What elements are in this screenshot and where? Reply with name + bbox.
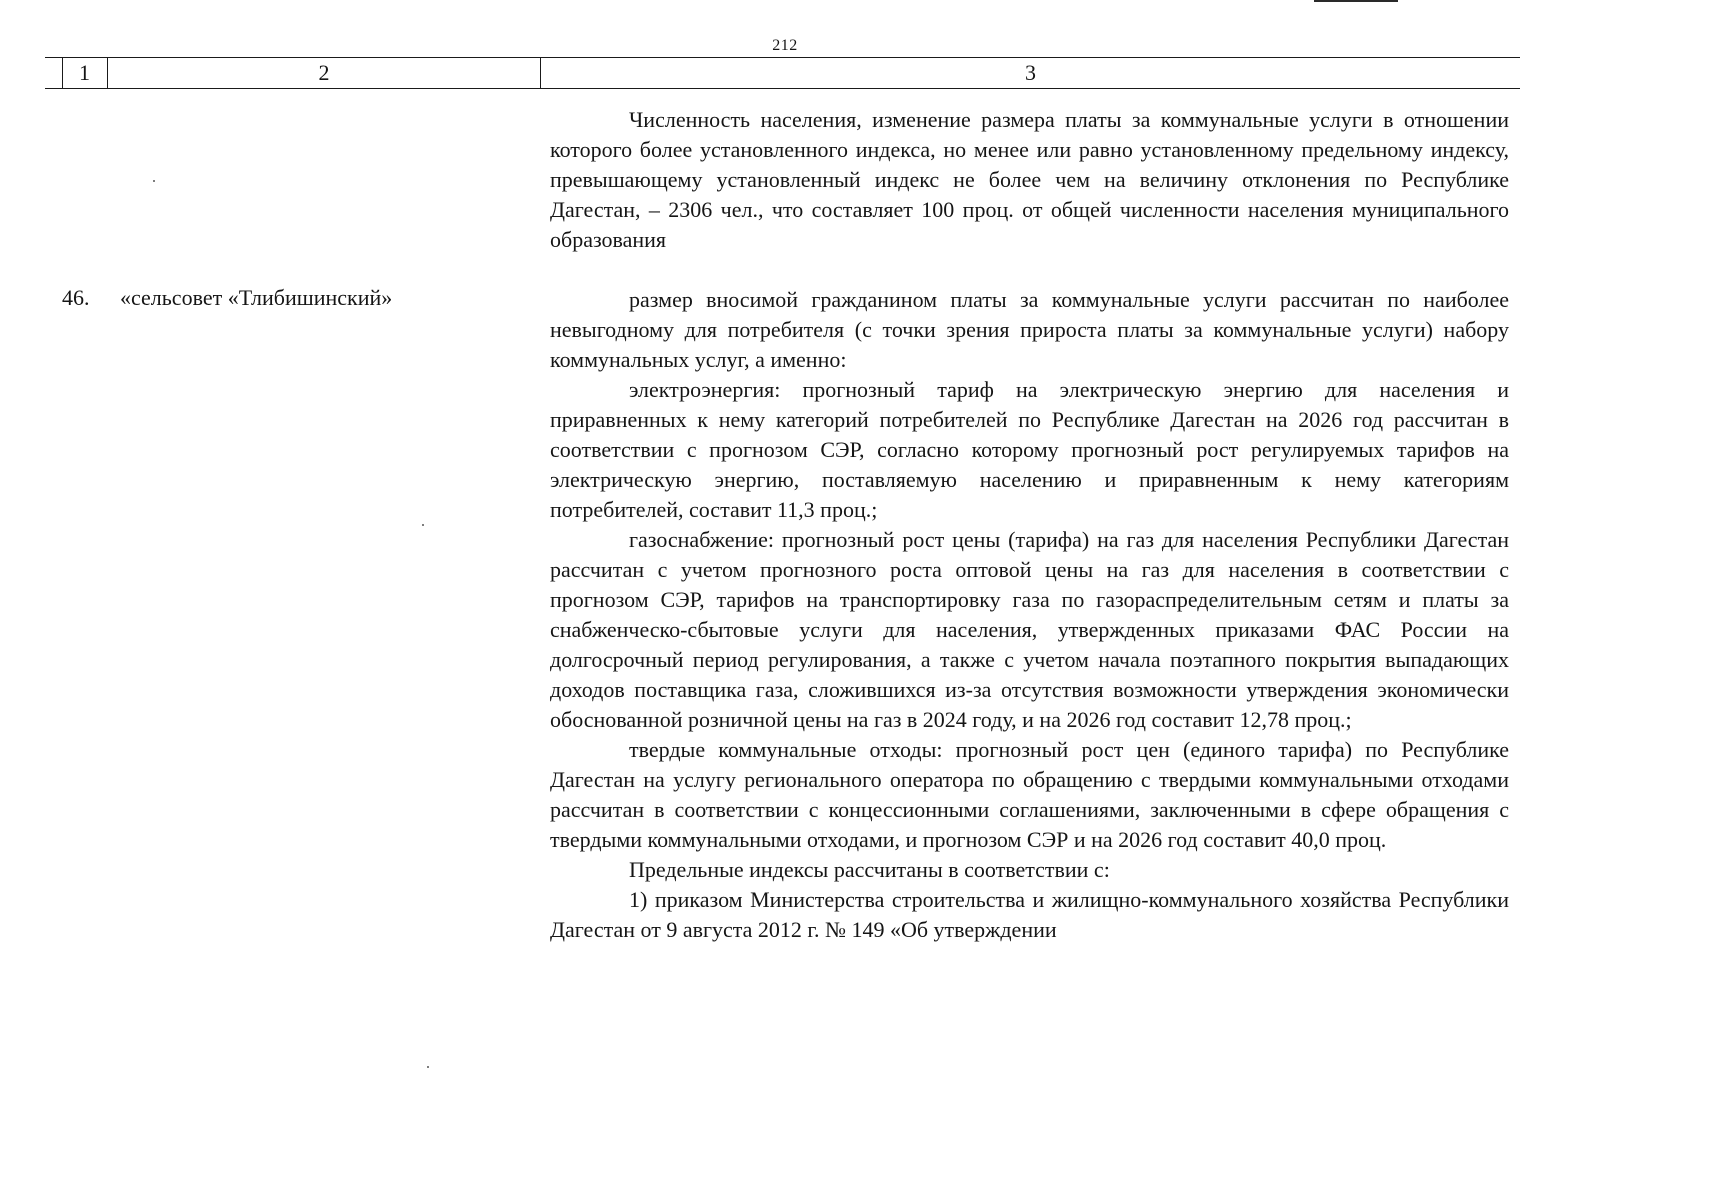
- electricity-paragraph: электроэнергия: прогнозный тариф на электрическую энергию для населения и приравненных к нему категорий потребителей по Республике Дагестан на 2026 год рассчитан в соответствии с прогнозом СЭР, согласно которому прогнозный рост регулируемых тарифов на электрическую энергию, поставляемую населению и приравненным к нему категориям потребителей, составит 11,3 проц.;: [550, 377, 1509, 522]
- corner-mark: [1314, 0, 1398, 2]
- payment-calculation-paragraph: размер вносимой гражданином платы за коммунальные услуги рассчитан по наиболее невыгодному для потребителя (с точки зрения прироста платы за коммунальные услуги) набору коммунальных услуг, а именно:: [550, 287, 1509, 372]
- order-reference-paragraph: 1) приказом Министерства строительства и жилищно-коммунального хозяйства Республики Дагестан от 9 августа 2012 г. № 149 «Об утверждении: [550, 887, 1509, 942]
- column-header-2: 2: [318, 60, 330, 85]
- column-header-3: 3: [1025, 60, 1036, 85]
- row-number: 46.: [62, 285, 90, 310]
- solid-waste-paragraph: твердые коммунальные отходы: прогнозный рост цен (единого тарифа) по Республике Дагестан на услугу регионального оператора по обращению с твердыми коммунальными отходами рассчитан в соответствии с концессионными соглашениями, заключенными в сфере обращения с твердыми коммунальными отходами, и прогнозом СЭР и на 2026 год составит 40,0 проц.: [550, 737, 1509, 852]
- population-block: [550, 105, 1509, 255]
- municipality-name: «сельсовет «Тлибишинский»: [120, 285, 393, 310]
- population-paragraph: Численность населения, изменение размера платы за коммунальные услуги в отношении которого более установленного индекса, но менее или равно установленному предельному индексу, превышающему установленный индекс не более чем на величину отклонения по Республике Дагестан, – 2306 чел., что составляет 100 проц. от общей численности населения муниципального образования: [550, 107, 1509, 252]
- page-number: 212: [772, 37, 798, 54]
- scan-speck: [427, 1066, 429, 1068]
- header-bottom-border: [45, 88, 1520, 89]
- scan-speck: [422, 524, 424, 526]
- indices-basis-paragraph: Предельные индексы рассчитаны в соответствии с:: [629, 857, 1110, 882]
- table-header-row: [45, 57, 1520, 89]
- column-header-1: 1: [79, 60, 90, 85]
- gas-supply-paragraph: газоснабжение: прогнозный рост цены (тарифа) на газ для населения Республики Дагестан рассчитан с учетом прогнозного роста оптовой цены на газ для населения в соответствии с прогнозом СЭР, тарифов на транспортировку газа по газораспределительным сетям и платы за снабженческо-сбытовые услуги для населения, утвержденных приказами ФАС России на долгосрочный период регулирования, а также с учетом начала поэтапного покрытия выпадающих доходов поставщика газа, сложившихся из-за отсутствия возможности утверждения экономически обоснованной розничной цены на газ в 2024 году, и на 2026 год составит 12,78 проц.;: [550, 527, 1509, 732]
- scan-speck: [153, 180, 155, 182]
- tariff-description-block: [550, 285, 1509, 945]
